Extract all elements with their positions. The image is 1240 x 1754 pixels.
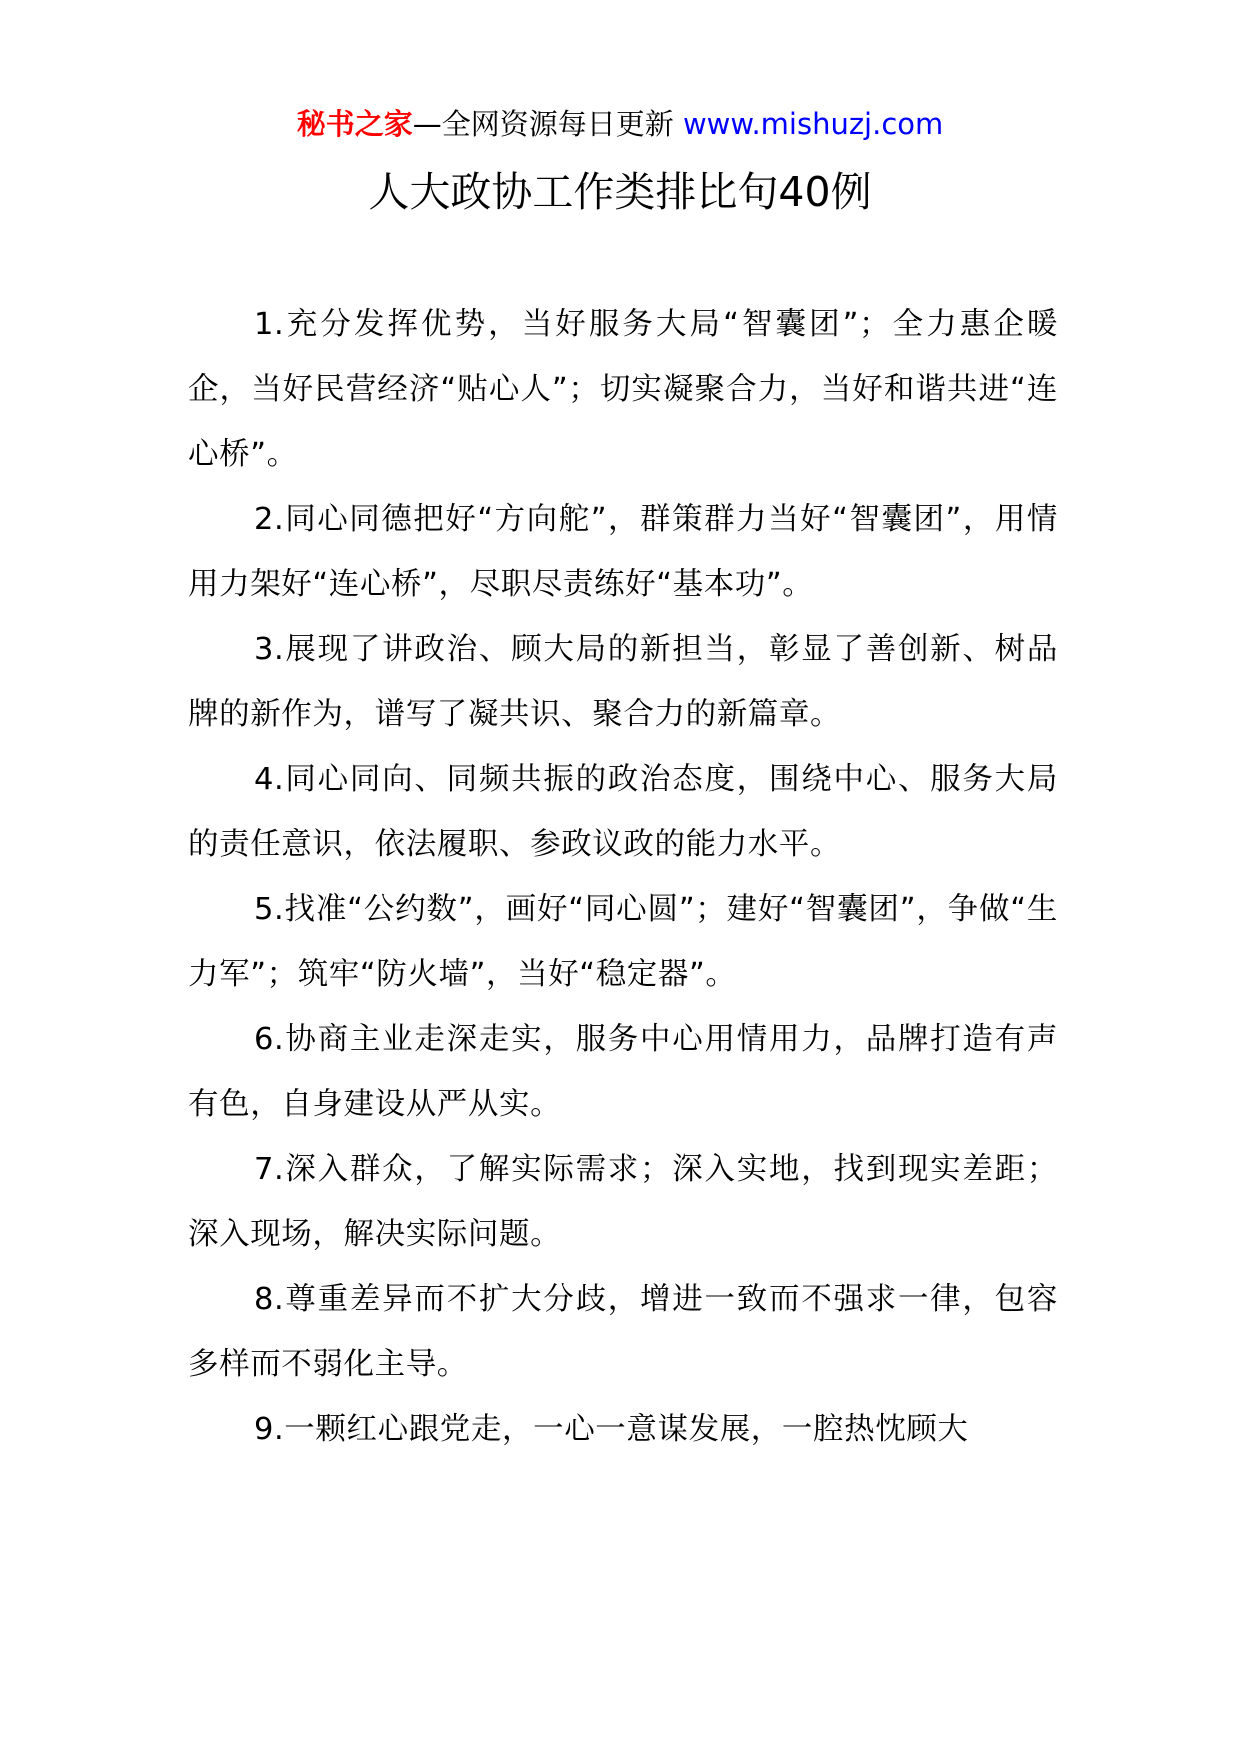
paragraph-2: 2.同心同德把好“方向舵”，群策群力当好“智囊团”，用情用力架好“连心桥”，尽职尽责练好“基本功”。 <box>188 502 1058 602</box>
paragraph-5: 5.找准“公约数”，画好“同心圆”；建好“智囊团”，争做“生力军”；筑牢“防火墙”，当好“稳定器”。 <box>188 892 1058 992</box>
site-header <box>0 104 1240 144</box>
header-slogan: —全网资源每日更新 <box>412 107 683 141</box>
site-url-link[interactable]: www.mishuzj.com <box>682 107 944 141</box>
paragraph-6: 6.协商主业走深走实，服务中心用情用力，品牌打造有声有色，自身建设从严从实。 <box>188 1022 1058 1122</box>
document-body <box>188 292 1058 1462</box>
paragraph-4: 4.同心同向、同频共振的政治态度，围绕中心、服务大局的责任意识，依法履职、参政议政的能力水平。 <box>188 762 1058 862</box>
paragraph-3: 3.展现了讲政治、顾大局的新担当，彰显了善创新、树品牌的新作为，谱写了凝共识、聚合力的新篇章。 <box>188 632 1058 732</box>
document-title: 人大政协工作类排比句40例 <box>368 168 872 216</box>
paragraph-8: 8.尊重差异而不扩大分歧，增进一致而不强求一律，包容多样而不弱化主导。 <box>188 1282 1058 1382</box>
paragraph-9: 9.一颗红心跟党走，一心一意谋发展，一腔热忱顾大 <box>254 1412 969 1447</box>
paragraph-7: 7.深入群众，了解实际需求；深入实地，找到现实差距；深入现场，解决实际问题。 <box>188 1152 1058 1252</box>
paragraph-1: 1.充分发挥优势，当好服务大局“智囊团”；全力惠企暖企，当好民营经济“贴心人”；切实凝聚合力，当好和谐共进“连心桥”。 <box>188 307 1058 472</box>
brand-name: 秘书之家 <box>296 107 413 141</box>
